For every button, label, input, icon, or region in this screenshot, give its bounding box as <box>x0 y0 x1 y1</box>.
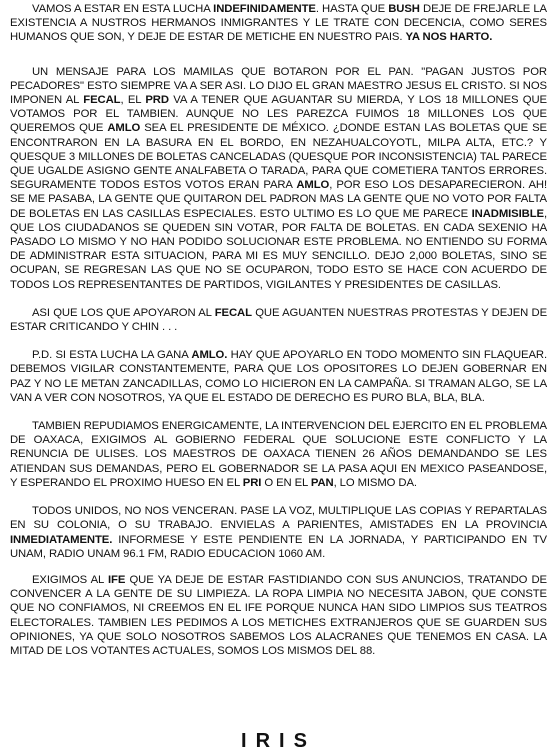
body-text: , EL <box>120 94 146 107</box>
emphasis-text: INADMISIBLE <box>471 207 544 220</box>
paragraph-oaxaca <box>10 419 547 490</box>
emphasis-text: INMEDIATAMENTE. <box>10 533 113 546</box>
body-text: VA A TENER QUE AGUANTAR SU MIERDA, Y LOS 18 MILLONES QUE VOTAMOS POR EL TAMBIEN. AUNQUE NO LES PAREZCA FUIMOS 18 MILLONES LOS QUE QUEREMOS QUE <box>10 94 547 135</box>
paragraph-message-to-pan-voters <box>10 65 547 292</box>
body-text: EXIGIMOS AL <box>32 573 108 586</box>
paragraph-postscript-amlo <box>10 348 547 405</box>
body-text: , QUE LOS CIUDADANOS SE QUEDEN SIN VOTAR, POR FALTA DE BOLETAS. EN CADA SEXENIO HA PASADO LO MISMO Y NO HAN PODIDO SOLUCIONAR ESTE PROBLEMA. NO ENTIENDO SU FORMA DE ADMINISTRAR ESTA SITUACION, PARA MI ES MUY SENCILLO. DEJO 2,000 BOLETAS, SINO SE OCUPAN, SE REGRESAN LAS QUE NO SE OCUPARON, TODO ESTO SE HACE CON ACUERDO DE TODOS LOS REPRESENTANTES DE PARTIDOS, VIGILANTES Y PRESIDENTES DE CASILLAS. <box>10 207 547 291</box>
signature: IRIS <box>241 730 316 752</box>
emphasis-text: AMLO. <box>191 349 228 362</box>
emphasis-text: FECAL <box>83 94 121 107</box>
emphasis-text: IFE <box>108 573 126 586</box>
paragraph-ife <box>10 573 547 658</box>
body-text: HAY QUE APOYARLO EN TODO MOMENTO SIN FLAQUEAR. DEBEMOS VIGILAR CONSTANTEMENTE, PARA QUE LOS OPOSITORES LO DEJEN GOBERNAR EN PAZ Y NO LE METAN ZANCADILLAS, COMO LO HICIERON EN LA CAMPAÑA. SI TRAMAN ALGO, SE LA VAN A VER CON NOSOTROS, YA QUE EL ESTADO DE DERECHO ES PURO BLA, BLA, BLA. <box>10 349 547 404</box>
emphasis-text: PAN <box>310 476 334 489</box>
body-text: , LO MISMO DA. <box>333 476 417 489</box>
emphasis-text: BUSH <box>388 3 420 15</box>
body-text: TAMBIEN REPUDIAMOS ENERGICAMENTE, LA INTERVENCION DEL EJERCITO EN EL PROBLEMA DE OAXACA, EXIGIMOS AL GOBIERNO FEDERAL QUE SOLUCIONE ESTE CONFLICTO Y LA RENUNCIA DE ULISES. LOS MAESTROS DE OAXACA TIENEN 26 AÑOS DEMANDANDO SE LES ATIENDAN SUS DEMANDAS, PERO EL GOBERNADOR SE LA PASA AQUI EN MEXICO PASEANDOSE, Y ESPERANDO EL PROXIMO HUESO EN EL <box>10 420 547 489</box>
emphasis-text: FECAL <box>214 306 252 319</box>
body-text: UN MENSAJE PARA LOS MAMILAS QUE BOTARON POR EL PAN. "PAGAN JUSTOS POR PECADORES" ESTO SIEMPRE VA A SER ASI. LO DIJO EL GRAN MAESTRO JESUS EL CRISTO. SI NOS IMPONEN AL <box>10 65 547 107</box>
body-text: QUE AGUANTEN NUESTRAS PROTESTAS Y DEJEN DE ESTAR CRITICANDO Y CHIN . . . <box>10 306 548 334</box>
body-text: , POR ESO LOS DESAPARECIERON. AH! SE ME PASABA, LA GENTE QUE QUITARON DEL PADRON MAS LA GENTE QUE NO VOTO POR FALTA DE BOLETAS EN LAS CASILLAS ESPECIALES. ESTO ULTIMO ES LO QUE ME PARECE <box>10 179 547 220</box>
body-text: SEA EL PRESIDENTE DE MÉXICO. ¿DONDE ESTAN LAS BOLETAS QUE SE ENCONTRARON EN LA BASURA EN EL BORDO, EN NEZAHUALCOYOTL, MILPA ALTA, ETC.? Y QUESQUE 3 MILLONES DE BOLETAS CANCELADAS (QUESQUE POR INCONSISTENCIA) TAL PARECE QUE UGALDE ASIGNO GENTE ANALFABETA O TARADA, PARA QUE COMETIERA TANTOS ERRORES. SEGURAMENTE TODOS ESTOS VOTOS ERAN PARA <box>10 122 547 192</box>
emphasis-text: PRD <box>145 94 169 107</box>
emphasis-text: PRI <box>242 476 262 489</box>
paragraph-fecal-supporters <box>10 306 547 334</box>
paragraph-call-to-action <box>10 504 547 561</box>
body-text: . HASTA QUE <box>315 3 389 15</box>
emphasis-text: YA NOS HARTO. <box>405 31 493 44</box>
body-text: DEJE DE FREJARLE LA EXISTENCIA A NUSTROS HERMANOS INMIGRANTES Y LE TRATE CON DECENCIA, COMO SERES HUMANOS QUE SON, Y DEJE DE ESTAR DE METICHE EN NUESTRO PAIS. <box>10 3 547 44</box>
body-text: ASI QUE LOS QUE APOYARON AL <box>32 306 215 319</box>
paragraph-bush-immigrants <box>10 2 547 45</box>
body-text: P.D. SI ESTA LUCHA LA GANA <box>32 349 192 362</box>
emphasis-text: INDEFINIDAMENTE <box>213 3 316 15</box>
body-text: TODOS UNIDOS, NO NOS VENCERAN. PASE LA VOZ, MULTIPLIQUE LAS COPIAS Y REPARTALAS EN SU COLONIA, O SU TRABAJO. ENVIELAS A PARIENTES, AMISTADES EN LA PROVINCIA <box>10 505 547 532</box>
emphasis-text: AMLO <box>107 122 141 135</box>
emphasis-text: AMLO <box>296 179 330 192</box>
body-text: QUE YA DEJE DE ESTAR FASTIDIANDO CON SUS ANUNCIOS, TRATANDO DE CONVENCER A LA GENTE DE SU LIMPIEZA. LA ROPA LIMPIA NO NECESITA JABON, QUE CONSTE QUE NO CONFIAMOS, NI CREEMOS EN EL IFE PORQUE NUNCA HAN SIDO LIMPIOS SUS TEATROS ELECTORALES. TAMBIEN LES PEDIMOS A LOS METICHES EXTRANJEROS QUE SE GUARDEN SUS OPINIONES, YA QUE SOLO NOSOTROS SABEMOS LOS ALACRANES QUE TENEMOS EN CASA. LA MITAD DE LOS VOTANTES ACTUALES, SOMOS LOS MISMOS DEL 88. <box>10 573 547 657</box>
body-text: O EN EL <box>261 476 311 489</box>
body-text: VAMOS A ESTAR EN ESTA LUCHA <box>32 3 214 15</box>
body-text: INFORMESE Y ESTE PENDIENTE EN LA JORNADA, Y PARTICIPANDO EN TV UNAM, RADIO UNAM 96.1 FM, RADIO EDUCACION 1060 AM. <box>10 533 547 560</box>
